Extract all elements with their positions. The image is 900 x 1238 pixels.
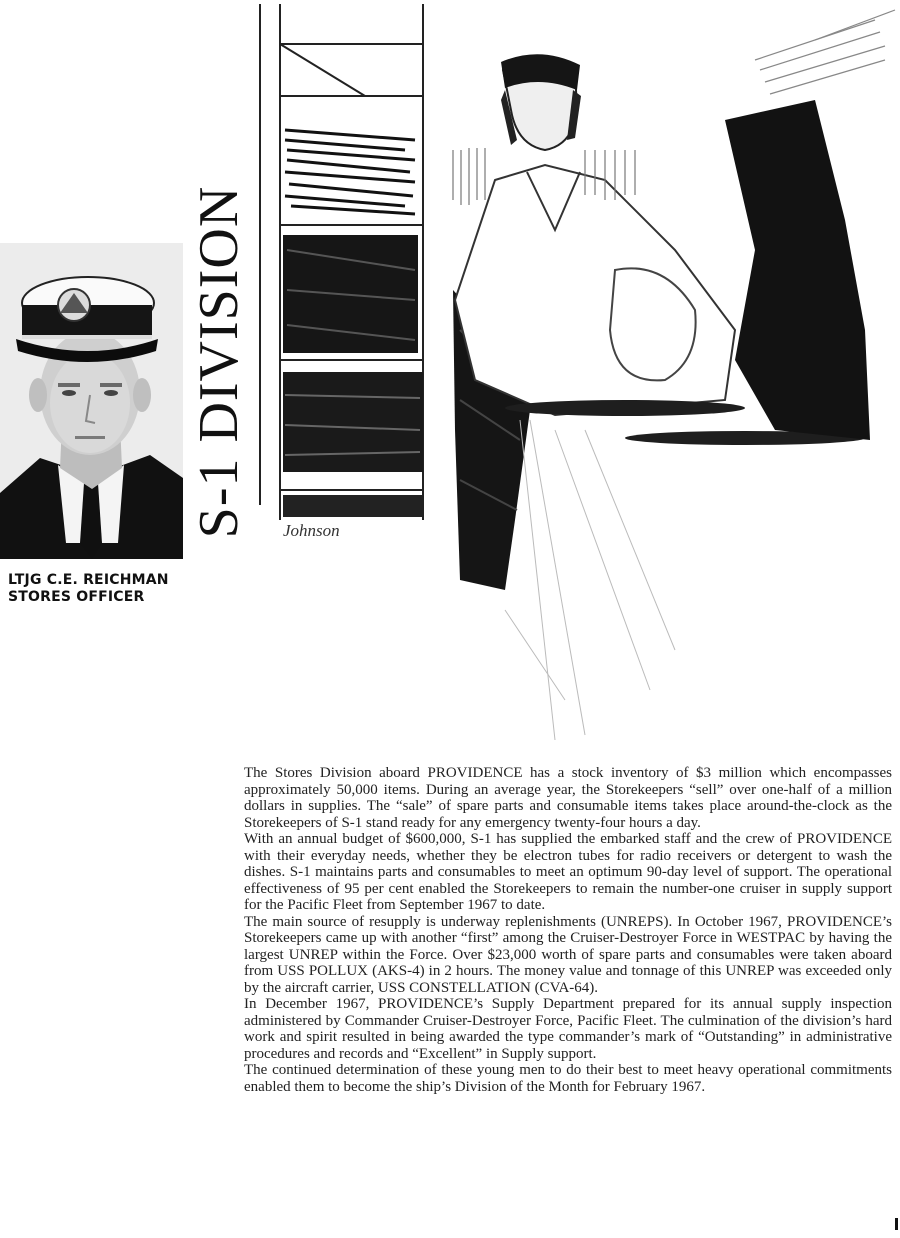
body-paragraph: The continued determination of these young men to do their best to meet heavy operational commitments enabled them to become the ship’s Division of the Month for February 1967.	[244, 1062, 892, 1095]
body-paragraph: With an annual budget of $600,000, S-1 has supplied the embarked staff and the crew of PROVIDENCE with their everyday needs, whether they be electron tubes for radio receivers or detergent to wash the dishes. S-1 maintains parts and consumables to meet an optimum 90-day level of support. The operational effectiveness of 95 per cent enabled the Storekeepers to remain the number-one cruiser in supply support for the Pacific Fleet from September 1967 to date.	[244, 831, 892, 913]
body-paragraph: In December 1967, PROVIDENCE’s Supply Department prepared for its annual supply inspection administered by Commander Cruiser-Destroyer Force, Pacific Fleet. The culmination of the division’s hard work and spirit resulted in being awarded the type commander’s mark of “Outstanding” in administrative procedures and records and “Excellent” in Supply support.	[244, 996, 892, 1062]
storekeeper-sketch-illustration	[255, 0, 900, 745]
body-paragraph: The main source of resupply is underway replenishments (UNREPS). In October 1967, PROVIDENCE’s Storekeepers came up with another “first” among the Cruiser-Destroyer Force in WESTPAC by having the largest UNREP within the Force. Over $23,000 worth of spare parts and consumables were taken aboard from USS POLLUX (AKS-4) in 2 hours. The money value and tonnage of this UNREP was exceeded only by the aircraft carrier, USS CONSTELLATION (CVA-64).	[244, 913, 892, 996]
title-container	[188, 160, 250, 565]
body-paragraph: The Stores Division aboard PROVIDENCE has a stock inventory of $3 million which encompasses approximately 50,000 items. During an average year, the Storekeepers “sell” over one-half of a million dollars in supplies. The “sale” of spare parts and consumable items takes place around-the-clock as the Storekeepers of S-1 stand ready for any emergency twenty-four hours a day.	[244, 765, 892, 831]
page-title: S-1 DIVISION	[188, 185, 250, 539]
portrait-caption	[8, 572, 208, 606]
artist-signature: Johnson	[283, 521, 340, 540]
page-edge-mark	[895, 1218, 898, 1230]
officer-portrait-photo	[0, 243, 183, 559]
officer-title: STORES OFFICER	[8, 589, 145, 605]
article-body	[244, 765, 892, 1095]
officer-name: LTJG C.E. REICHMAN	[8, 572, 169, 588]
